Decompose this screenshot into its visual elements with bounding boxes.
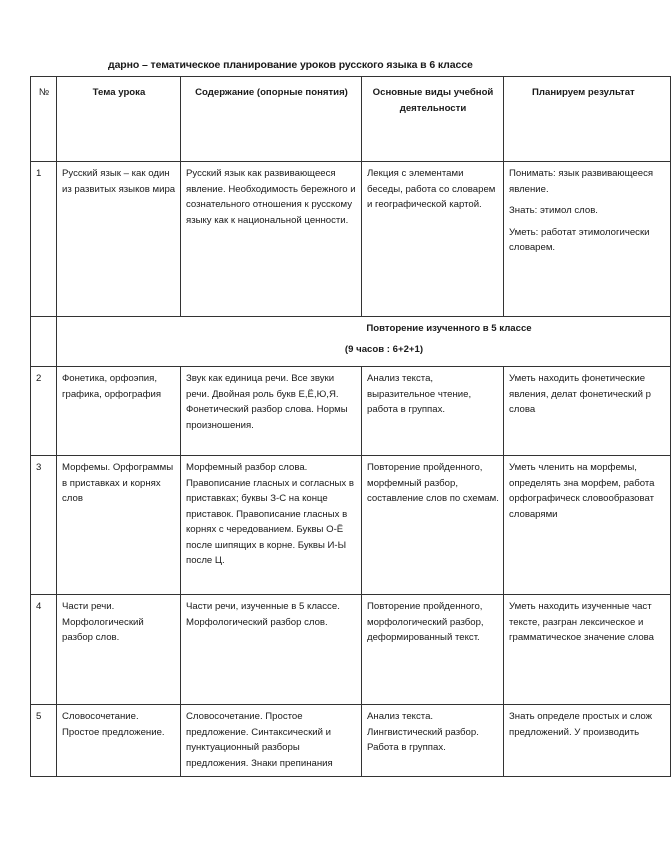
row-topic: Части речи. Морфологический разбор слов. xyxy=(57,595,181,705)
page-title: дарно – тематическое планирование уроков русского языка в 6 классе xyxy=(108,59,473,71)
row-content: Русский язык как развивающееся явление. Необходимость бережного и сознательного отношения к русскому языку как к национальной ценности. xyxy=(181,162,362,317)
table-row xyxy=(31,456,671,595)
section-row xyxy=(31,317,671,367)
result-line: Уметь: работат этимологически словарем. xyxy=(509,226,650,253)
result-line: Понимать: язык развивающееся явление. xyxy=(509,168,654,195)
row-content: Словосочетание. Простое предложение. Синтаксический и пунктуационный разборы предложения. Знаки препинания xyxy=(181,705,362,777)
result-line: Уметь находить изученные част тексте, разгран лексическое и грамматическое значение слова xyxy=(509,601,654,643)
row-number: 3 xyxy=(31,456,57,595)
row-number: 4 xyxy=(31,595,57,705)
table-row xyxy=(31,162,671,317)
row-result xyxy=(504,705,671,777)
row-activity: Анализ текста, выразительное чтение, работа в группах. xyxy=(362,367,504,456)
lesson-plan-table xyxy=(30,76,671,777)
header-topic: Тема урока xyxy=(57,77,181,162)
table-row xyxy=(31,367,671,456)
result-line: Уметь находить фонетические явления, делат фонетический р слова xyxy=(509,373,651,415)
table-header-row xyxy=(31,77,671,162)
result-line: Знать определе простых и слож предложений. У производить xyxy=(509,711,653,738)
row-result xyxy=(504,367,671,456)
row-content: Части речи, изученные в 5 классе. Морфологический разбор слов. xyxy=(181,595,362,705)
row-result xyxy=(504,595,671,705)
section-heading xyxy=(57,317,671,367)
row-content: Морфемный разбор слова. Правописание гласных и согласных в приставках; буквы З-С на конце приставок. Правописание гласных в корнях с чередованием. Буквы О-Ё после шипящих в корне. Буквы И-Ы после Ц. xyxy=(181,456,362,595)
row-number: 1 xyxy=(31,162,57,317)
section-number-cell xyxy=(31,317,57,367)
row-activity: Анализ текста. Лингвистический разбор. Работа в группах. xyxy=(362,705,504,777)
row-activity: Повторение пройденного, морфологический разбор, деформированный текст. xyxy=(362,595,504,705)
table-row xyxy=(31,705,671,777)
header-content: Содержание (опорные понятия) xyxy=(181,77,362,162)
row-number: 5 xyxy=(31,705,57,777)
table-row xyxy=(31,595,671,705)
row-number: 2 xyxy=(31,367,57,456)
row-topic: Словосочетание. Простое предложение. xyxy=(57,705,181,777)
row-activity: Лекция с элементами беседы, работа со словарем и географической картой. xyxy=(362,162,504,317)
section-title: Повторение изученного в 5 классе xyxy=(366,323,532,334)
row-topic: Морфемы. Орфограммы в приставках и корнях слов xyxy=(57,456,181,595)
header-result: Планируем результат xyxy=(504,77,671,162)
row-result xyxy=(504,162,671,317)
header-number: № xyxy=(31,77,57,162)
section-subtitle: (9 часов : 6+2+1) xyxy=(344,343,424,355)
header-activity: Основные виды учебной деятельности xyxy=(362,77,504,162)
row-topic: Русский язык – как один из развитых языков мира xyxy=(57,162,181,317)
row-result xyxy=(504,456,671,595)
row-topic: Фонетика, орфоэпия, графика, орфография xyxy=(57,367,181,456)
result-line: Уметь членить на морфемы, определять зна морфем, работа орфографическ словообразоват словарями xyxy=(509,462,655,520)
lesson-plan-table-wrapper xyxy=(30,76,655,776)
row-activity: Повторение пройденного, морфемный разбор, составление слов по схемам. xyxy=(362,456,504,595)
row-content: Звук как единица речи. Все звуки речи. Двойная роль букв Е,Ё,Ю,Я. Фонетический разбор слова. Нормы произношения. xyxy=(181,367,362,456)
result-line: Знать: этимол слов. xyxy=(509,205,598,216)
